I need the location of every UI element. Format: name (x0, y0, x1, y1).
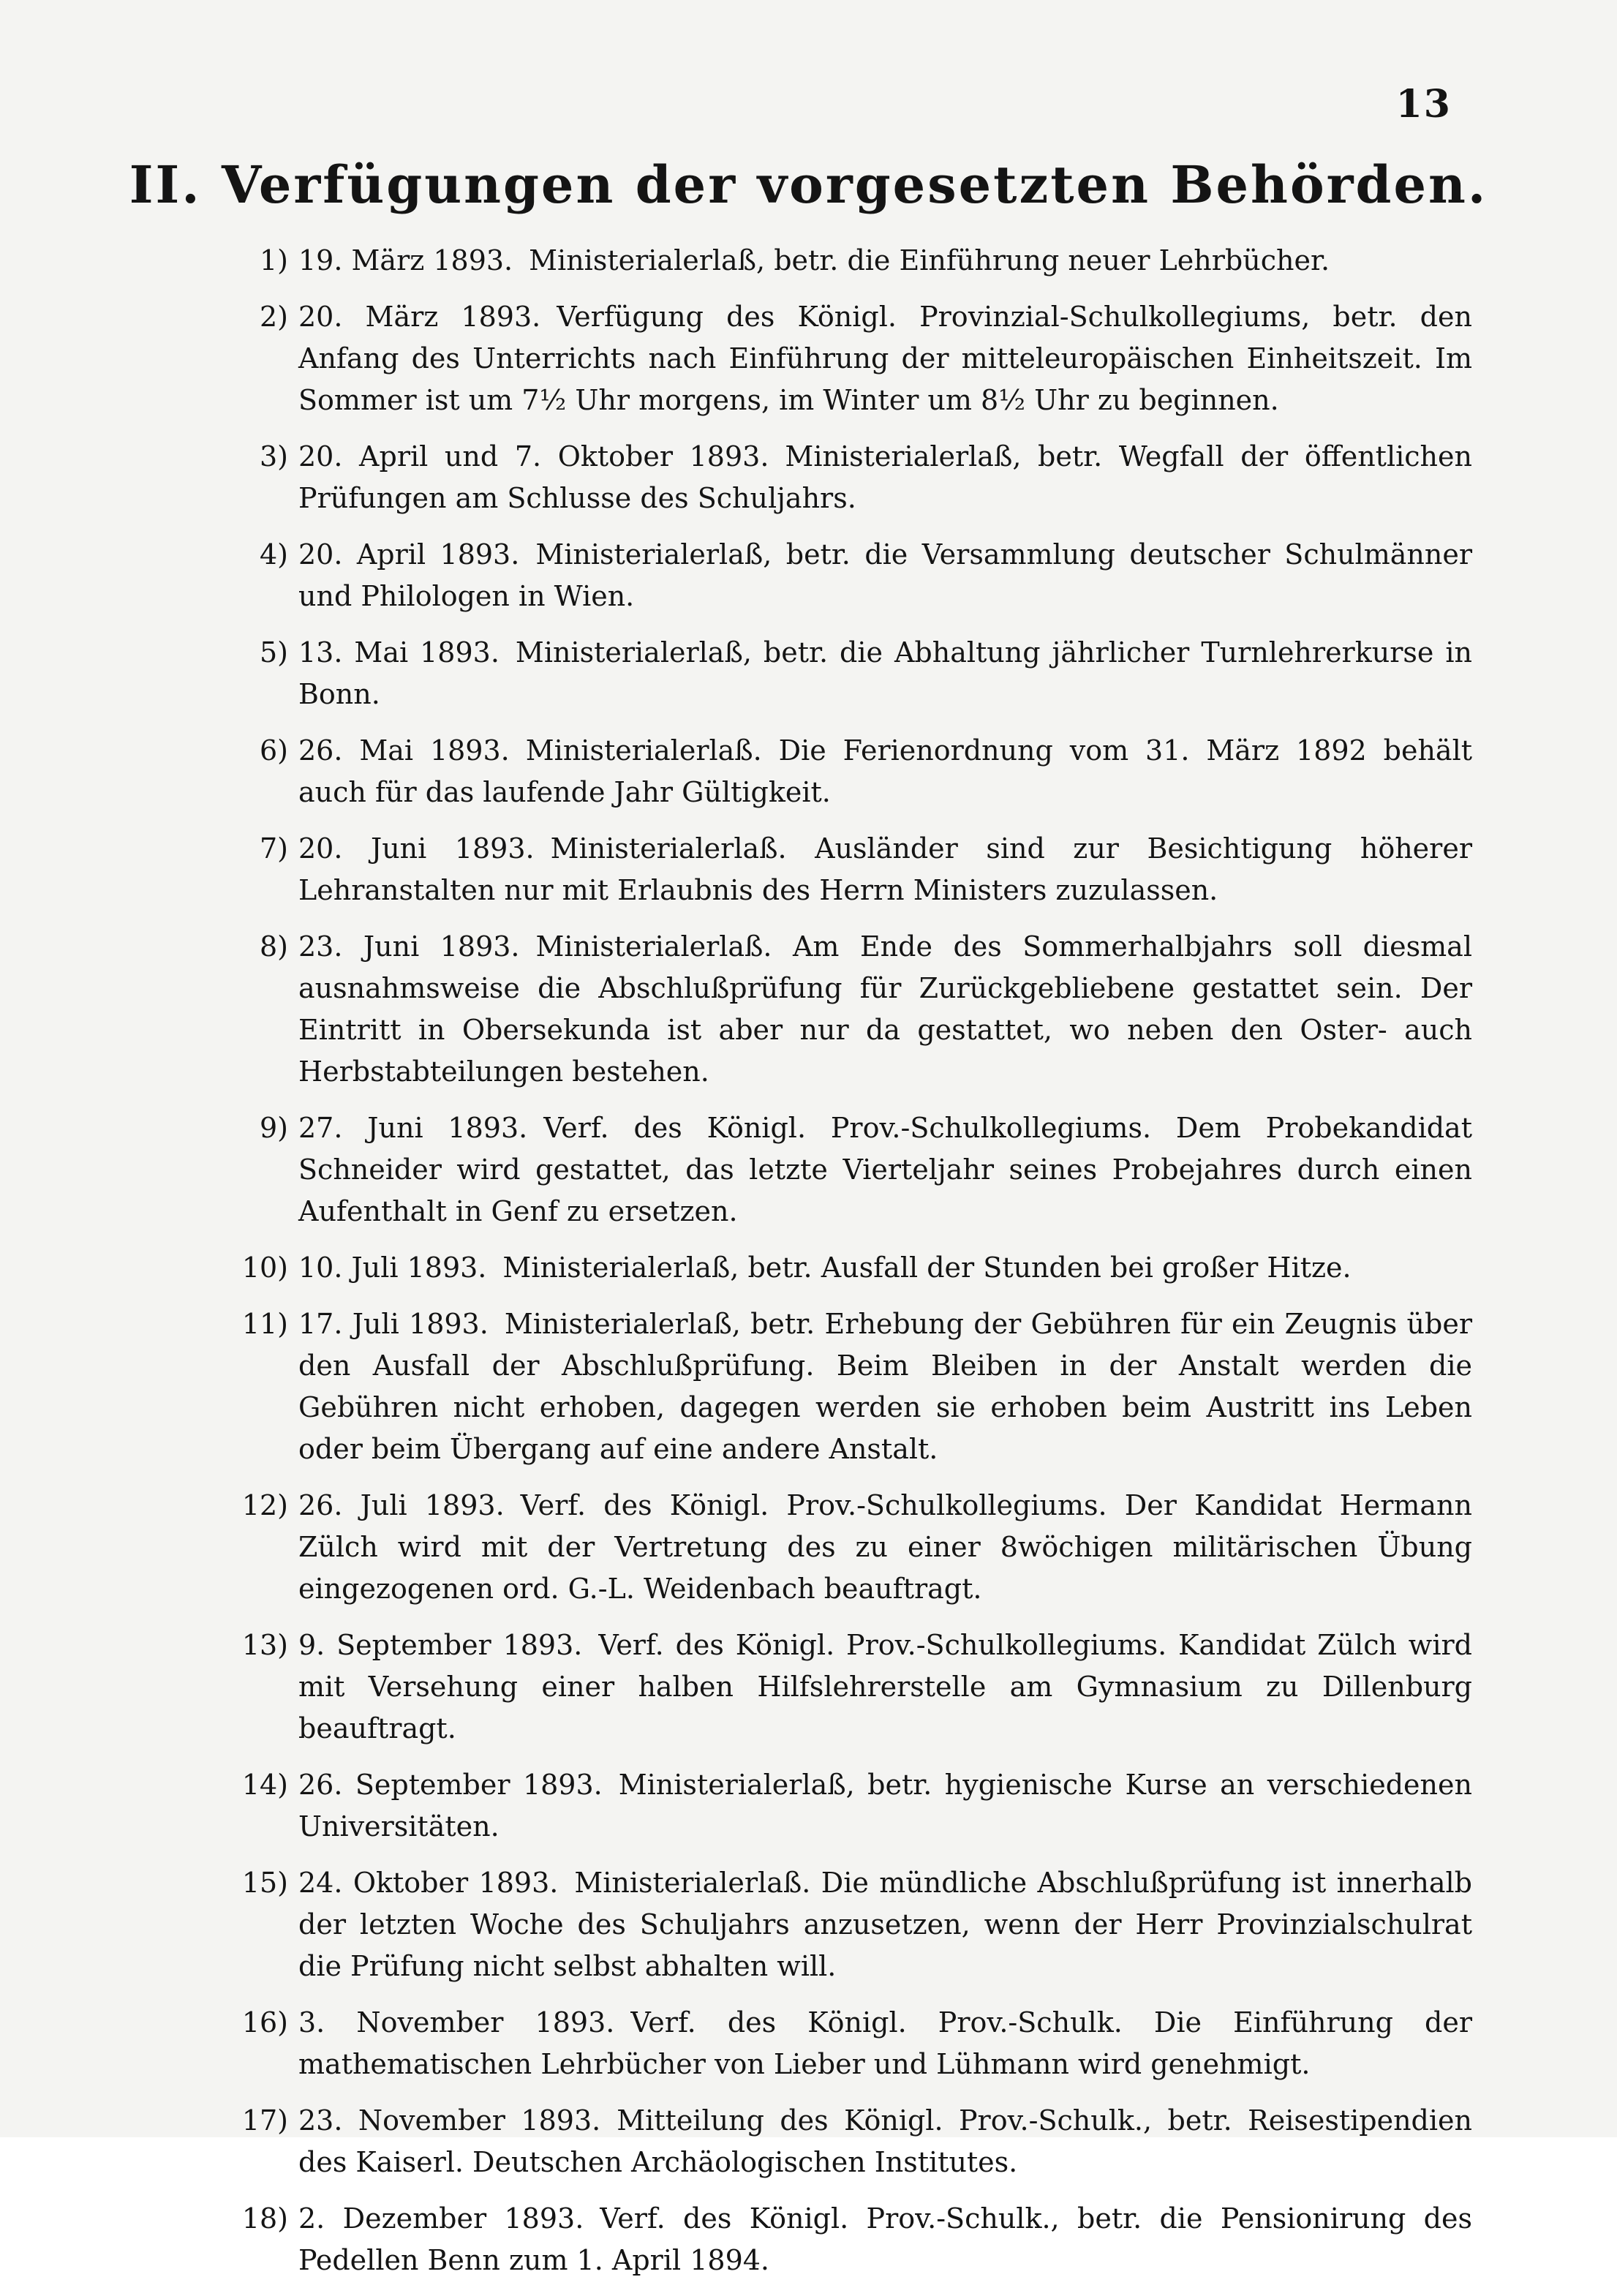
list-item (189, 1862, 1472, 1987)
entry-number: 17) (241, 2104, 288, 2137)
list-item (189, 1485, 1472, 1610)
entry-date: 9. September 1893. (298, 1629, 583, 1661)
entry-date: 26. September 1893. (298, 1769, 603, 1801)
entry-date: 17. Juli 1893. (298, 1308, 489, 1340)
list-item (189, 240, 1472, 282)
entry-number: 3) (259, 440, 288, 473)
entry-text: Ministerialerlaß, betr. hygienische Kurse an verschiedenen Universitäten. (298, 1769, 1472, 1843)
entry-date: 26. Juli 1893. (298, 1489, 505, 1521)
list-item (189, 2100, 1472, 2183)
entry-number: 1) (259, 244, 288, 276)
list-item (189, 2198, 1472, 2281)
entry-number: 5) (259, 636, 288, 669)
entry-date: 20. April und 7. Oktober 1893. (298, 440, 769, 473)
entry-date: 19. März 1893. (298, 244, 513, 276)
list-item (189, 1625, 1472, 1750)
entry-date: 20. Juni 1893. (298, 832, 535, 865)
entry-date: 27. Juni 1893. (298, 1112, 528, 1144)
entry-date: 23. Juni 1893. (298, 930, 520, 963)
entry-number: 11) (241, 1308, 288, 1340)
list-item (189, 534, 1472, 617)
entry-text: Verf. des Königl. Prov.-Schulk. Die Einführung der mathematischen Lehrbücher von Lieber und Lühmann wird genehmigt. (298, 2006, 1473, 2080)
entry-date: 20. März 1893. (298, 301, 541, 333)
list-item (189, 1107, 1472, 1232)
entry-date: 23. November 1893. (298, 2104, 601, 2137)
section-title: II. Verfügungen der vorgesetzten Behörden. (129, 154, 1488, 215)
entry-number: 16) (241, 2006, 288, 2039)
entry-number: 6) (259, 734, 288, 767)
decree-list (189, 240, 1472, 2296)
entry-number: 8) (259, 930, 288, 963)
entry-number: 10) (241, 1251, 288, 1284)
entry-number: 4) (259, 538, 288, 571)
entry-date: 20. April 1893. (298, 538, 520, 571)
entry-text: Ministerialerlaß, betr. Erhebung der Gebühren für ein Zeugnis über den Ausfall der Abschlußprüfung. Beim Bleiben in der Anstalt werden die Gebühren nicht erhoben, dagegen werden sie erhoben beim Austritt ins Leben oder beim Übergang auf eine andere Anstalt. (298, 1308, 1473, 1465)
entry-text: Ministerialerlaß, betr. die Einführung neuer Lehrbücher. (529, 244, 1330, 276)
entry-number: 12) (241, 1489, 288, 1521)
entry-number: 14) (241, 1769, 288, 1801)
entry-text: Ministerialerlaß, betr. Wegfall der öffentlichen Prüfungen am Schlusse des Schuljahrs. (298, 440, 1472, 514)
entry-number: 13) (241, 1629, 288, 1661)
list-item (189, 296, 1472, 421)
entry-number: 15) (241, 1867, 288, 1899)
list-item (189, 1303, 1472, 1470)
entry-number: 9) (259, 1112, 288, 1144)
entry-text: Verf. des Königl. Prov.-Schulkollegiums. Der Kandidat Hermann Zülch wird mit der Vertretung des zu einer 8wöchigen militärischen Übung eingezogenen ord. G.-L. Weidenbach beauftragt. (298, 1489, 1472, 1605)
entry-date: 13. Mai 1893. (298, 636, 500, 669)
entry-text: Ministerialerlaß. Die Ferienordnung vom 31. März 1892 behält auch für das laufende Jahr Gültigkeit. (298, 734, 1472, 808)
list-item (189, 632, 1472, 715)
entry-text: Verfügung des Königl. Provinzial-Schulkollegiums, betr. den Anfang des Unterrichts nach Einführung der mitteleuropäischen Einheitszeit. Im Sommer ist um 7½ Uhr morgens, im Winter um 8½ Uhr zu beginnen. (298, 301, 1472, 416)
entry-number: 2) (259, 301, 288, 333)
entry-text: Ministerialerlaß, betr. die Versammlung deutscher Schulmänner und Philologen in Wien. (298, 538, 1472, 612)
entry-date: 3. November 1893. (298, 2006, 615, 2039)
entry-number: 7) (259, 832, 288, 865)
entry-text: Verf. des Königl. Prov.-Schulkollegiums. Dem Probekandidat Schneider wird gestattet, das letzte Vierteljahr seines Probejahres durch einen Aufenthalt in Genf zu ersetzen. (298, 1112, 1472, 1227)
list-item (189, 828, 1472, 911)
entry-date: 26. Mai 1893. (298, 734, 510, 767)
entry-text: Ministerialerlaß. Die mündliche Abschlußprüfung ist innerhalb der letzten Woche des Schuljahrs anzusetzen, wenn der Herr Provinzialschulrat die Prüfung nicht selbst abhalten will. (298, 1867, 1473, 1982)
entry-text: Ministerialerlaß. Am Ende des Sommerhalbjahrs soll diesmal ausnahmsweise die Abschlußprüfung für Zurückgebliebene gestattet sein. Der Eintritt in Obersekunda ist aber nur da gestattet, wo neben den Oster- auch Herbstabteilungen bestehen. (298, 930, 1472, 1088)
list-item (189, 436, 1472, 519)
entry-text: Ministerialerlaß. Ausländer sind zur Besichtigung höherer Lehranstalten nur mit Erlaubnis des Herrn Ministers zuzulassen. (298, 832, 1472, 906)
entry-number: 18) (241, 2202, 288, 2235)
list-item (189, 730, 1472, 813)
entry-text: Ministerialerlaß, betr. die Abhaltung jährlicher Turnlehrerkurse in Bonn. (298, 636, 1472, 710)
list-item (189, 2002, 1472, 2085)
entry-text: Ministerialerlaß, betr. Ausfall der Stunden bei großer Hitze. (502, 1251, 1352, 1284)
list-item (189, 1247, 1472, 1289)
entry-date: 2. Dezember 1893. (298, 2202, 584, 2235)
entry-text: Verf. des Königl. Prov.-Schulk., betr. die Pensionirung des Pedellen Benn zum 1. April 1894. (298, 2202, 1472, 2276)
entry-date: 24. Oktober 1893. (298, 1867, 559, 1899)
entry-text: Verf. des Königl. Prov.-Schulkollegiums. Kandidat Zülch wird mit Versehung einer halben Hilfslehrerstelle am Gymnasium zu Dillenburg beauftragt. (298, 1629, 1472, 1744)
entry-text: Mitteilung des Königl. Prov.-Schulk., betr. Reisestipendien des Kaiserl. Deutschen Archäologischen Institutes. (298, 2104, 1472, 2178)
list-item (189, 1764, 1472, 1848)
entry-date: 10. Juli 1893. (298, 1251, 487, 1284)
list-item (189, 926, 1472, 1093)
page-number: 13 (1395, 82, 1452, 127)
